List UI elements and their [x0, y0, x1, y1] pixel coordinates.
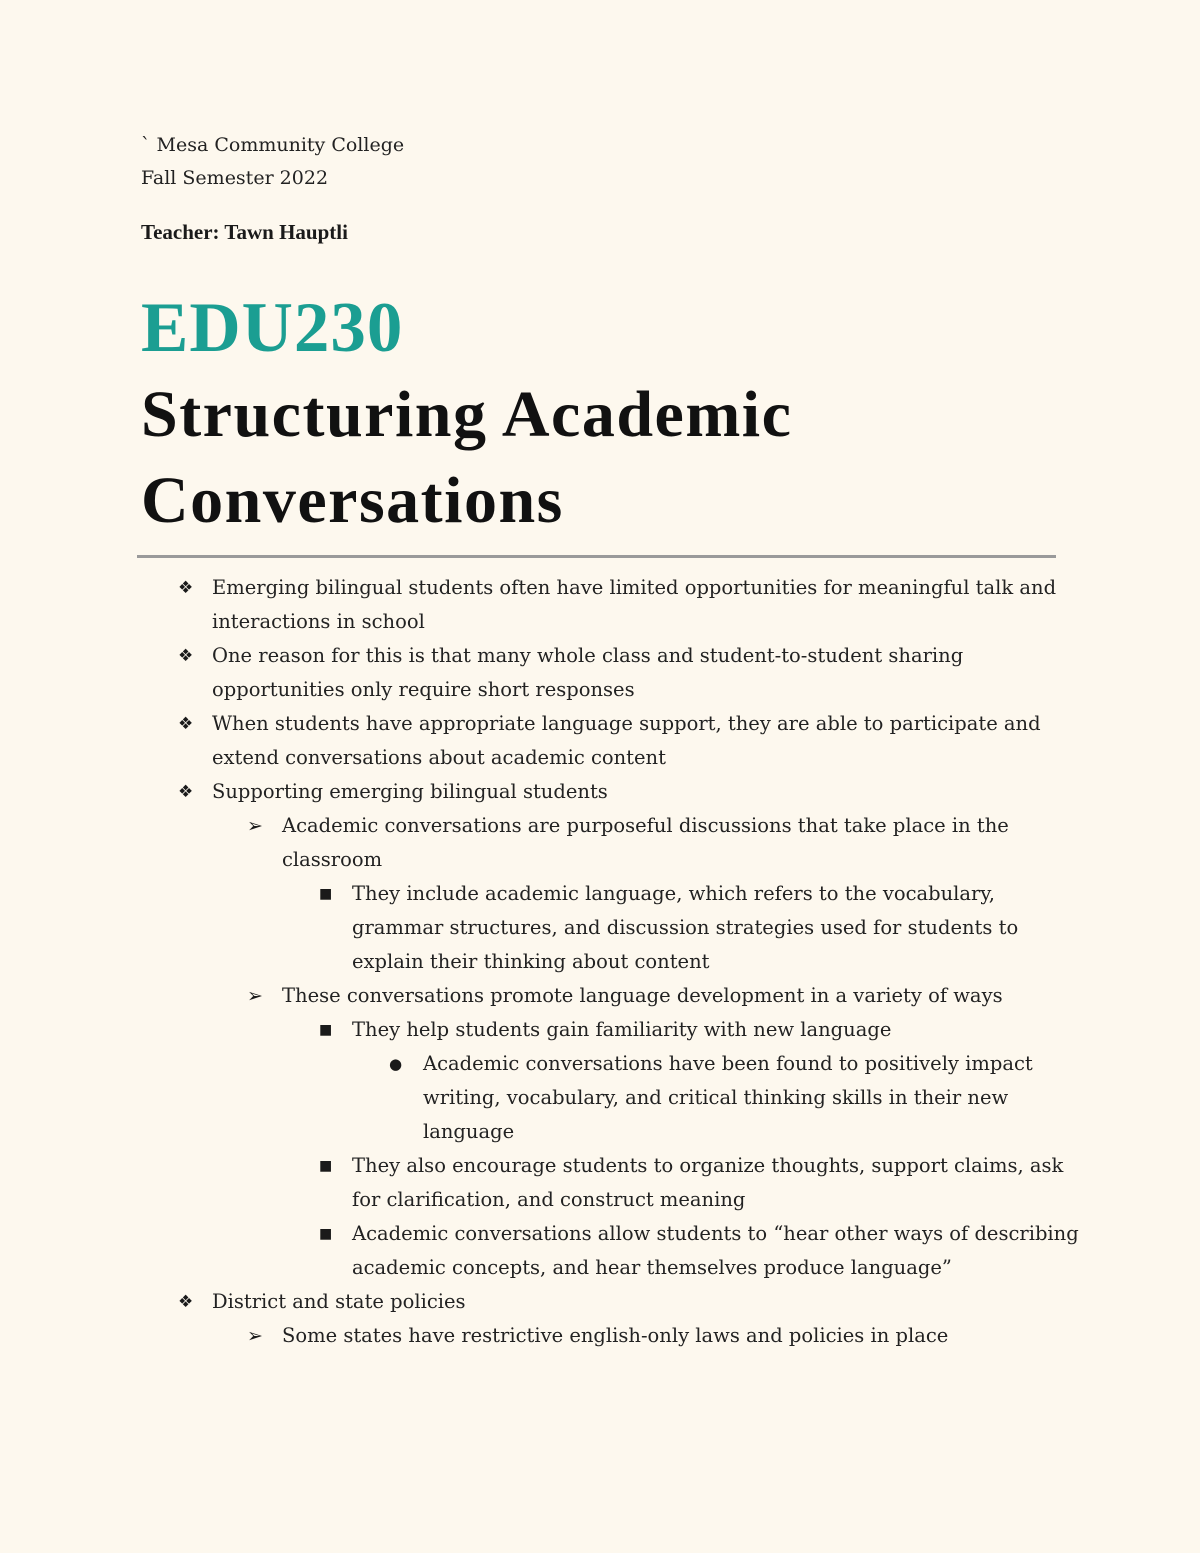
outline-item-text: They help students gain familiarity with new language — [352, 1018, 892, 1041]
bullet-marker-icon: ❖ — [178, 782, 194, 802]
outline-item-text: They also encourage students to organize thoughts, support claims, ask — [352, 1154, 1064, 1177]
outline-item-text: These conversations promote language development in a variety of ways — [282, 984, 1003, 1007]
notes-outline — [0, 571, 1200, 1353]
title-line-2: Conversations — [141, 464, 564, 537]
outline-item-text: interactions in school — [212, 610, 425, 633]
outline-item-text: explain their thinking about content — [352, 950, 710, 973]
outline-item-text: Academic conversations allow students to “hear other ways of describing — [352, 1222, 1079, 1245]
outline-item-text: Emerging bilingual students often have limited opportunities for meaningful talk and — [212, 576, 1057, 599]
outline-item-text: language — [423, 1120, 515, 1143]
bullet-marker-icon: ❖ — [178, 1292, 194, 1312]
outline-item-text: District and state policies — [212, 1290, 466, 1313]
outline-item-text: Academic conversations have been found to positively impact — [423, 1052, 1033, 1075]
outline-item-level-1 — [0, 571, 1200, 639]
outline-item-level-1 — [0, 707, 1200, 775]
bullet-marker-icon: ❖ — [178, 714, 194, 734]
semester: Fall Semester 2022 — [141, 167, 329, 189]
outline-item-level-1 — [0, 639, 1200, 707]
bullet-marker-icon: ❖ — [178, 646, 194, 666]
bullet-marker-icon: ■ — [319, 1158, 333, 1174]
bullet-marker-icon: ■ — [319, 886, 333, 902]
bullet-marker-icon: ● — [389, 1055, 403, 1073]
outline-item-text: grammar structures, and discussion strategies used for students to — [352, 916, 1019, 939]
outline-item-text: writing, vocabulary, and critical thinking skills in their new — [423, 1086, 1009, 1109]
outline-item-text: They include academic language, which refers to the vocabulary, — [352, 882, 995, 905]
outline-item-text: One reason for this is that many whole class and student-to-student sharing — [212, 644, 964, 667]
outline-item-text: classroom — [282, 848, 383, 871]
outline-item-level-3 — [0, 1217, 1200, 1285]
outline-item-text: extend conversations about academic content — [212, 746, 666, 769]
outline-item-text: opportunities only require short responses — [212, 678, 635, 701]
bullet-marker-icon: ❖ — [178, 578, 194, 598]
outline-item-level-2 — [0, 979, 1200, 1013]
college-name: ` Mesa Community College — [141, 134, 405, 156]
bullet-marker-icon: ➢ — [247, 815, 263, 837]
bullet-marker-icon: ■ — [319, 1226, 333, 1242]
outline-item-level-2 — [0, 1319, 1200, 1353]
outline-item-text: Academic conversations are purposeful discussions that take place in the — [282, 814, 1009, 837]
outline-item-text: Some states have restrictive english-only laws and policies in place — [282, 1324, 949, 1347]
outline-item-level-3 — [0, 1149, 1200, 1217]
bullet-marker-icon: ➢ — [247, 985, 263, 1007]
outline-item-level-4 — [0, 1047, 1200, 1149]
outline-item-text: academic concepts, and hear themselves produce language” — [352, 1256, 952, 1279]
bullet-marker-icon: ➢ — [247, 1325, 263, 1347]
title-line-1: Structuring Academic — [141, 378, 793, 451]
outline-item-level-3 — [0, 877, 1200, 979]
outline-item-text: When students have appropriate language support, they are able to participate and — [212, 712, 1041, 735]
outline-item-level-2 — [0, 809, 1200, 877]
outline-item-text: Supporting emerging bilingual students — [212, 780, 608, 803]
outline-item-level-3 — [0, 1013, 1200, 1047]
outline-item-text: for clarification, and construct meaning — [352, 1188, 746, 1211]
teacher-name: Teacher: Tawn Hauptli — [141, 220, 348, 244]
outline-item-level-1 — [0, 775, 1200, 809]
bullet-marker-icon: ■ — [319, 1022, 333, 1038]
course-code: EDU230 — [141, 289, 404, 367]
outline-item-level-1 — [0, 1285, 1200, 1319]
title-divider — [137, 555, 1056, 558]
page-title — [141, 372, 1041, 544]
